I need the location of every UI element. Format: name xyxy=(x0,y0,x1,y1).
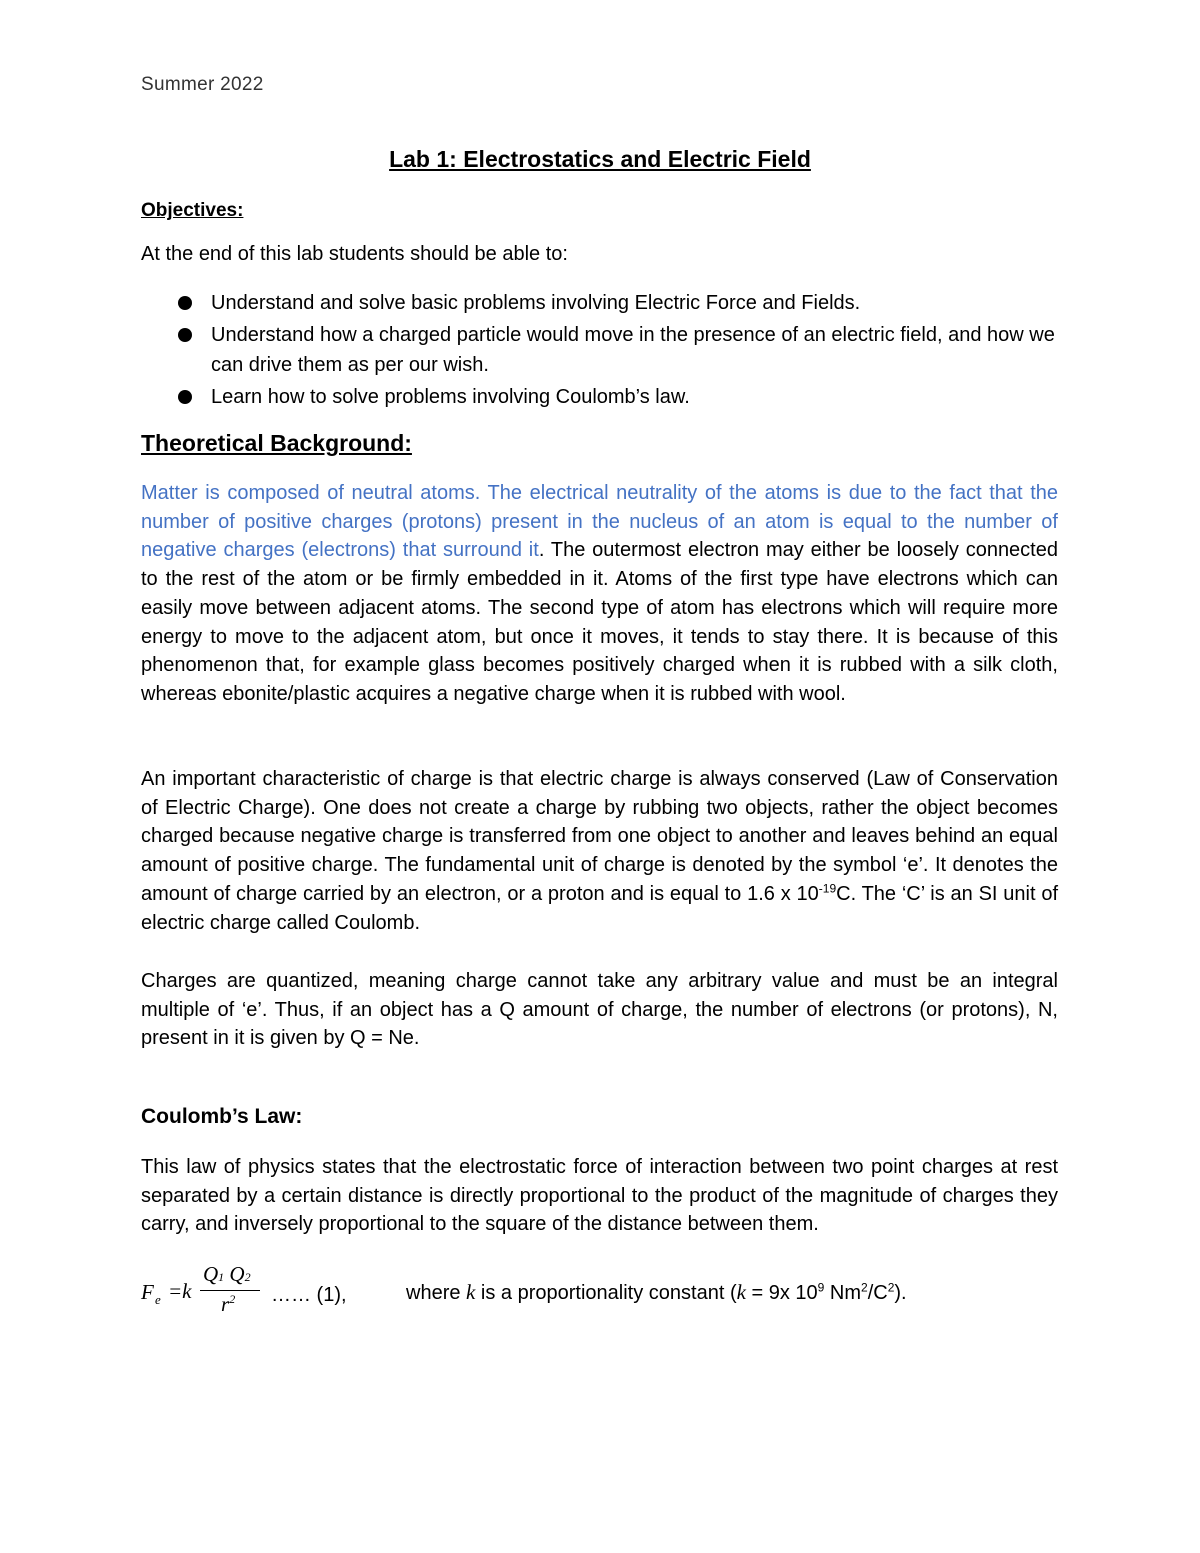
where-text: Nm xyxy=(824,1282,862,1304)
objectives-heading: Objectives: xyxy=(141,200,244,221)
paragraph-text: C. The ‘C’ is an SI unit of electric charge called Coulomb. xyxy=(141,882,1059,934)
coulombs-law-paragraph: This law of physics states that the electrostatic force of interaction between two point charges at rest separated by a certain distance is directly proportional to the product of the magnitude of charges they carry, and inversely proportional to the square of the distance between them. xyxy=(141,1156,1058,1236)
formula-force-symbol: F xyxy=(141,1280,154,1304)
objectives-intro: At the end of this lab students should be able to: xyxy=(141,243,568,265)
objective-text: Understand and solve basic problems involving Electric Force and Fields. xyxy=(211,292,861,314)
theory-paragraph-3: Charges are quantized, meaning charge cannot take any arbitrary value and must be an integral multiple of ‘e’. Thus, if an object has a Q amount of charge, the number of electrons (or protons), N, present in it is given by Q = Ne. xyxy=(141,970,1058,1050)
formula-force-subscript: e xyxy=(155,1292,161,1307)
bullet-icon xyxy=(178,296,192,310)
exponent: 2 xyxy=(861,1280,868,1295)
exponent: 2 xyxy=(887,1280,895,1295)
bullet-icon xyxy=(178,390,192,404)
theory-paragraph-1 xyxy=(141,479,1058,709)
fraction-bar xyxy=(200,1290,260,1291)
where-text: /C xyxy=(867,1282,888,1304)
where-text: ). xyxy=(894,1282,907,1304)
formula-q1-subscript: 1 xyxy=(218,1270,225,1284)
coulomb-formula-row xyxy=(141,1262,1091,1332)
k-symbol: k xyxy=(466,1280,476,1304)
paragraph-text: . The outermost electron may either be loosely connected to the rest of the atom or be firmly embedded in it. Atoms of the first type have electrons which can easily move between adjacent atoms. The second type of atom has electrons which will require more energy to move to the adjacent atom, but once it moves, it tends to stay there. It is because of this phenomenon that, for example glass becomes positively charged when it is rubbed with a silk cloth, whereas ebonite/plastic acquires a negative charge when it is rubbed with wool. xyxy=(141,539,1058,705)
equation-number: …… (1), xyxy=(271,1284,347,1306)
theory-paragraph-2 xyxy=(141,765,1058,937)
bullet-icon xyxy=(178,328,192,342)
highlighted-text: Matter is composed of neutral atoms. The electrical neutrality of the atoms is due to the fact that the number of positive charges (protons) present in the nucleus of an atom is equal to the number of negative charges (electrons) that surround it xyxy=(141,482,1058,562)
list-item xyxy=(176,382,1076,412)
list-item xyxy=(176,320,1076,380)
lab-title: Lab 1: Electrostatics and Electric Field xyxy=(389,146,811,172)
constant-description xyxy=(406,1280,907,1305)
formula-numerator xyxy=(203,1262,251,1287)
where-text: = 9x 10 xyxy=(745,1282,818,1304)
where-text: is a proportionality constant ( xyxy=(475,1282,737,1304)
formula-r: r xyxy=(221,1292,230,1316)
where-text: where xyxy=(406,1282,467,1304)
page-header-term: Summer 2022 xyxy=(141,74,264,95)
formula-r-exponent: 2 xyxy=(229,1292,236,1306)
objective-text: Learn how to solve problems involving Coulomb’s law. xyxy=(211,386,690,408)
formula-q1: Q xyxy=(203,1262,219,1286)
exponent: -19 xyxy=(818,881,837,896)
objective-text: Understand how a charged particle would move in the presence of an electric field, and how we can drive them as per our wish. xyxy=(211,324,1055,376)
objectives-list xyxy=(176,288,1076,414)
theoretical-background-heading: Theoretical Background: xyxy=(141,430,412,456)
paragraph-text: An important characteristic of charge is that electric charge is always conserved (Law of Conservation of Electric Charge). One does not create a charge by rubbing two objects, rather the object becomes charged because negative charge is transferred from one object to another and leaves behind an equal amount of positive charge. The fundamental unit of charge is denoted by the symbol ‘e’. It denotes the amount of charge carried by an electron, or a proton and is equal to 1.6 x 10 xyxy=(141,768,1058,905)
list-item xyxy=(176,288,1076,318)
formula-denominator xyxy=(221,1292,235,1317)
k-symbol: k xyxy=(736,1280,746,1304)
coulombs-law-heading: Coulomb’s Law: xyxy=(141,1105,303,1128)
formula-q2-subscript: 2 xyxy=(244,1270,251,1284)
formula-q2: Q xyxy=(229,1262,245,1286)
exponent: 9 xyxy=(817,1280,825,1295)
formula-equals-k: =k xyxy=(168,1279,192,1303)
